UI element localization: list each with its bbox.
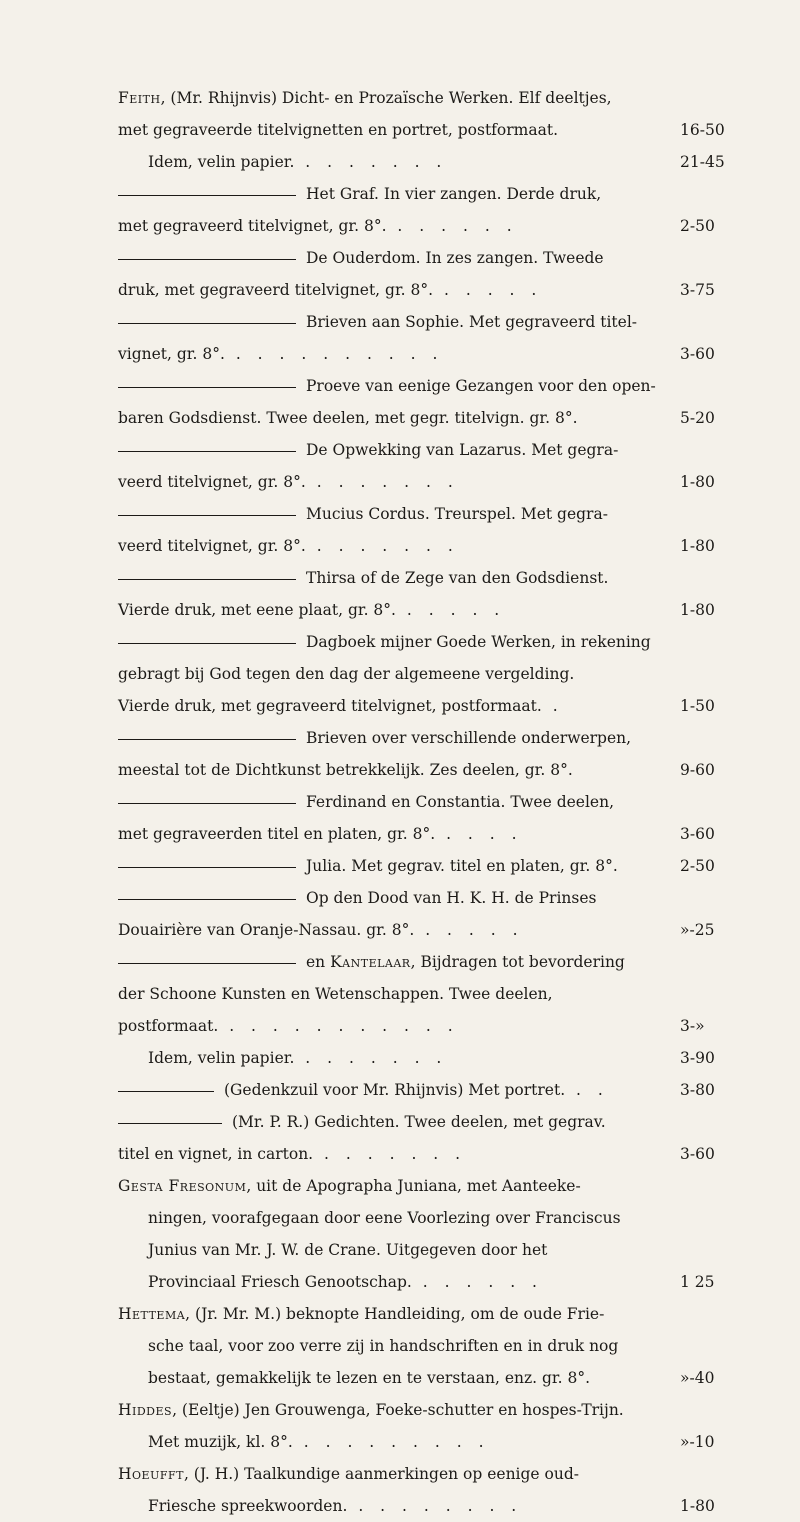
entry-description: Vierde druk, met gegraveerd titelvignet, postformaat. <box>118 697 542 715</box>
leader-dots: . . . . . . . <box>305 537 459 555</box>
catalog-line <box>118 594 744 626</box>
entry-description: met gegraveerd titelvignet, gr. 8°. <box>118 217 387 235</box>
catalog-line <box>118 114 744 146</box>
entry-text <box>118 281 433 299</box>
entry-price: 1-80 <box>680 1497 715 1515</box>
entry-text <box>306 185 601 203</box>
entry-description: druk, met gegraveerd titelvignet, gr. 8°. <box>118 281 434 299</box>
catalog-line <box>118 242 744 274</box>
entry-description: gebragt bij God tegen den dag der algemeene vergelding. <box>118 665 575 683</box>
entry-price: 16-50 <box>680 121 725 139</box>
leader-dots: . . . . . . . <box>313 1145 467 1163</box>
leader-dots: . . . . . . . <box>305 473 459 491</box>
entry-description: , Bijdragen tot bevordering <box>410 953 625 971</box>
entry-text <box>148 1497 347 1515</box>
entry-description: titel en vignet, in carton. <box>118 1145 314 1163</box>
entry-description: vignet, gr. 8°. <box>118 345 225 363</box>
entry-description: Brieven aan Sophie. Met gegraveerd titel- <box>306 313 638 331</box>
entry-description: met gegraveerden titel en platen, gr. 8°. <box>118 825 436 843</box>
ditto-dash <box>118 323 296 324</box>
catalog-line <box>118 1202 744 1234</box>
entry-description: (Mr. P. R.) Gedichten. Twee deelen, met gegrav. <box>232 1113 606 1131</box>
entry-text <box>118 761 573 779</box>
ditto-dash <box>118 1091 214 1092</box>
entry-text <box>148 1369 590 1387</box>
entry-price: 3-» <box>680 1017 705 1035</box>
entry-description: bestaat, gemakkelijk te lezen en te verstaan, enz. gr. 8°. <box>148 1369 591 1387</box>
catalog-line <box>118 1138 744 1170</box>
entry-price: 21-45 <box>680 153 725 171</box>
entry-text <box>306 729 631 747</box>
entry-text <box>148 1433 293 1451</box>
catalog-line <box>118 338 744 370</box>
entry-price: »-25 <box>680 921 715 939</box>
entry-text <box>118 1305 604 1323</box>
entry-description: sche taal, voor zoo verre zij in handschriften en in druk nog <box>148 1337 619 1355</box>
catalog-line <box>118 370 744 402</box>
entry-text <box>306 953 625 971</box>
entry-price: 3-60 <box>680 1145 715 1163</box>
entry-description: (Gedenkzuil voor Mr. Rhijnvis) Met portret. <box>224 1081 566 1099</box>
entry-price: 3-80 <box>680 1081 715 1099</box>
catalog-line <box>118 1010 744 1042</box>
entry-text <box>118 601 396 619</box>
entry-price: 5-20 <box>680 409 715 427</box>
entry-text <box>118 985 553 1003</box>
entry-description: postformaat. <box>118 1017 219 1035</box>
entry-text <box>118 409 578 427</box>
entry-price: »-40 <box>680 1369 715 1387</box>
leader-dots: . . . . . . . . . . . <box>218 1017 459 1035</box>
catalog-list <box>118 82 744 1522</box>
leader-dots: . . . . . . . <box>294 1049 448 1067</box>
entry-description: Vierde druk, met eene plaat, gr. 8°. <box>118 601 396 619</box>
catalog-line <box>118 434 744 466</box>
entry-price: »-10 <box>680 1433 715 1451</box>
entry-text <box>118 89 612 107</box>
catalog-line <box>118 530 744 562</box>
entry-text <box>148 1241 547 1259</box>
catalog-line <box>118 658 744 690</box>
entry-price: 2-50 <box>680 217 715 235</box>
entry-description: baren Godsdienst. Twee deelen, met gegr. titelvign. gr. 8°. <box>118 409 578 427</box>
leader-dots: . . . . . . . . . . <box>224 345 444 363</box>
entry-price: 3-60 <box>680 345 715 363</box>
entry-text <box>118 345 225 363</box>
entry-description: Idem, velin papier. <box>148 1049 295 1067</box>
entry-description: Provinciaal Friesch Genootschap. <box>148 1273 412 1291</box>
entry-author: en <box>306 953 331 971</box>
entry-text <box>118 217 387 235</box>
ditto-dash <box>118 195 296 196</box>
catalog-line <box>118 306 744 338</box>
ditto-dash <box>118 451 296 452</box>
entry-author: Hettema <box>118 1305 186 1323</box>
entry-text <box>232 1113 606 1131</box>
entry-text <box>148 1337 618 1355</box>
entry-coauthor: Kantelaar <box>330 953 411 971</box>
catalog-line <box>118 882 744 914</box>
entry-text <box>148 1273 412 1291</box>
entry-description: De Opwekking van Lazarus. Met gegra- <box>306 441 619 459</box>
leader-dots: . . . . . . <box>411 1273 543 1291</box>
entry-description: Julia. Met gegrav. titel en platen, gr. 8°. <box>306 857 618 875</box>
catalog-line <box>118 1394 744 1426</box>
catalog-line <box>118 1458 744 1490</box>
entry-description: Met muzijk, kl. 8°. <box>148 1433 293 1451</box>
leader-dots: . . . . <box>435 825 523 843</box>
catalog-line <box>118 690 744 722</box>
entry-text <box>306 633 651 651</box>
entry-description: Brieven over verschillende onderwerpen, <box>306 729 632 747</box>
ditto-dash <box>118 739 296 740</box>
entry-text <box>306 377 656 395</box>
entry-text <box>306 505 608 523</box>
catalog-line <box>118 722 744 754</box>
entry-text <box>306 313 637 331</box>
entry-description: ningen, voorafgegaan door eene Voorlezing over Franciscus <box>148 1209 621 1227</box>
catalog-line <box>118 946 744 978</box>
catalog-line <box>118 402 744 434</box>
entry-price: 1-50 <box>680 697 715 715</box>
entry-text <box>306 793 614 811</box>
leader-dots: . . <box>565 1081 609 1099</box>
catalog-line <box>118 562 744 594</box>
ditto-dash <box>118 259 296 260</box>
catalog-line <box>118 1298 744 1330</box>
catalog-line <box>118 82 744 114</box>
catalog-line <box>118 1426 744 1458</box>
entry-price: 1 25 <box>680 1273 715 1291</box>
entry-description: Het Graf. In vier zangen. Derde druk, <box>306 185 602 203</box>
ditto-dash <box>118 387 296 388</box>
catalog-line <box>118 1074 744 1106</box>
leader-dots: . . . . . . . . <box>347 1497 523 1515</box>
catalog-line <box>118 1170 744 1202</box>
entry-text <box>118 665 574 683</box>
catalog-line <box>118 978 744 1010</box>
ditto-dash <box>118 867 296 868</box>
entry-text <box>118 1017 218 1035</box>
leader-dots: . . . . . <box>414 921 524 939</box>
entry-text <box>118 1401 624 1419</box>
entry-description: Mucius Cordus. Treurspel. Met gegra- <box>306 505 608 523</box>
ditto-dash <box>118 963 296 964</box>
catalog-line <box>118 466 744 498</box>
entry-description: Junius van Mr. J. W. de Crane. Uitgegeven door het <box>148 1241 548 1259</box>
ditto-dash <box>118 803 296 804</box>
entry-price: 3-90 <box>680 1049 715 1067</box>
entry-description: , uit de Apographa Juniana, met Aanteeke- <box>246 1177 581 1195</box>
entry-price: 1-80 <box>680 601 715 619</box>
entry-text <box>148 1209 621 1227</box>
entry-price: 3-60 <box>680 825 715 843</box>
entry-description: , (Jr. Mr. M.) beknopte Handleiding, om de oude Frie- <box>185 1305 605 1323</box>
catalog-line <box>118 210 744 242</box>
catalog-line <box>118 1490 744 1522</box>
entry-description: met gegraveerde titelvignetten en portret, postformaat. <box>118 121 558 139</box>
entry-text <box>224 1081 565 1099</box>
entry-price: 9-60 <box>680 761 715 779</box>
entry-text <box>118 825 435 843</box>
entry-description: De Ouderdom. In zes zangen. Tweede <box>306 249 604 267</box>
entry-description: Friesche spreekwoorden. <box>148 1497 348 1515</box>
entry-description: Dagboek mijner Goede Werken, in rekening <box>306 633 651 651</box>
entry-author: Hoeufft <box>118 1465 184 1483</box>
leader-dots: . . . . . . . <box>294 153 448 171</box>
entry-author: Hiddes <box>118 1401 173 1419</box>
entry-price: 3-75 <box>680 281 715 299</box>
ditto-dash <box>118 515 296 516</box>
leader-dots: . . . . . <box>395 601 506 619</box>
catalog-line <box>118 1362 744 1394</box>
entry-text <box>118 1177 581 1195</box>
catalog-line <box>118 1266 744 1298</box>
entry-text <box>306 569 608 587</box>
catalog-line <box>118 1106 744 1138</box>
entry-text <box>306 889 596 907</box>
catalog-line <box>118 818 744 850</box>
entry-text <box>118 121 558 139</box>
entry-text <box>118 921 414 939</box>
entry-description: , (J. H.) Taalkundige aanmerkingen op eenige oud- <box>183 1465 579 1483</box>
entry-description: Idem, velin papier. <box>148 153 295 171</box>
entry-author: Feith <box>118 89 161 107</box>
catalog-line <box>118 786 744 818</box>
entry-description: , (Mr. Rhijnvis) Dicht- en Prozaïsche Werken. Elf deeltjes, <box>160 89 612 107</box>
entry-description: Proeve van eenige Gezangen voor den open- <box>306 377 656 395</box>
catalog-line <box>118 146 744 178</box>
leader-dots: . <box>541 697 564 715</box>
catalog-line <box>118 914 744 946</box>
entry-price: 1-80 <box>680 473 715 491</box>
entry-description: Op den Dood van H. K. H. de Prinses <box>306 889 597 907</box>
catalog-line <box>118 1042 744 1074</box>
entry-description: veerd titelvignet, gr. 8°. <box>118 537 306 555</box>
entry-description: veerd titelvignet, gr. 8°. <box>118 473 306 491</box>
entry-text <box>306 857 618 875</box>
catalog-line <box>118 178 744 210</box>
catalog-line <box>118 850 744 882</box>
catalog-line <box>118 626 744 658</box>
ditto-dash <box>118 1123 222 1124</box>
entry-price: 2-50 <box>680 857 715 875</box>
entry-price: 1-80 <box>680 537 715 555</box>
entry-description: der Schoone Kunsten en Wetenschappen. Twee deelen, <box>118 985 553 1003</box>
catalog-line <box>118 1234 744 1266</box>
entry-description: meestal tot de Dichtkunst betrekkelijk. Zes deelen, gr. 8°. <box>118 761 573 779</box>
entry-author: Gesta Fresonum <box>118 1177 247 1195</box>
leader-dots: . . . . . <box>433 281 543 299</box>
entry-description: , (Eeltje) Jen Grouwenga, Foeke-schutter en hospes-Trijn. <box>172 1401 624 1419</box>
entry-description: Thirsa of de Zege van den Godsdienst. <box>306 569 609 587</box>
entry-text <box>118 1145 313 1163</box>
catalog-line <box>118 754 744 786</box>
ditto-dash <box>118 899 296 900</box>
catalog-line <box>118 274 744 306</box>
entry-text <box>118 1465 579 1483</box>
leader-dots: . . . . . . <box>386 217 518 235</box>
entry-text <box>306 441 618 459</box>
entry-text <box>148 153 294 171</box>
ditto-dash <box>118 643 296 644</box>
entry-text <box>118 697 542 715</box>
catalog-line <box>118 498 744 530</box>
catalog-line <box>118 1330 744 1362</box>
entry-description: Douairière van Oranje-Nassau. gr. 8°. <box>118 921 415 939</box>
leader-dots: . . . . . . . . . <box>292 1433 490 1451</box>
entry-text <box>118 473 306 491</box>
entry-text <box>118 537 306 555</box>
ditto-dash <box>118 579 296 580</box>
entry-text <box>306 249 604 267</box>
entry-text <box>148 1049 294 1067</box>
entry-description: Ferdinand en Constantia. Twee deelen, <box>306 793 615 811</box>
